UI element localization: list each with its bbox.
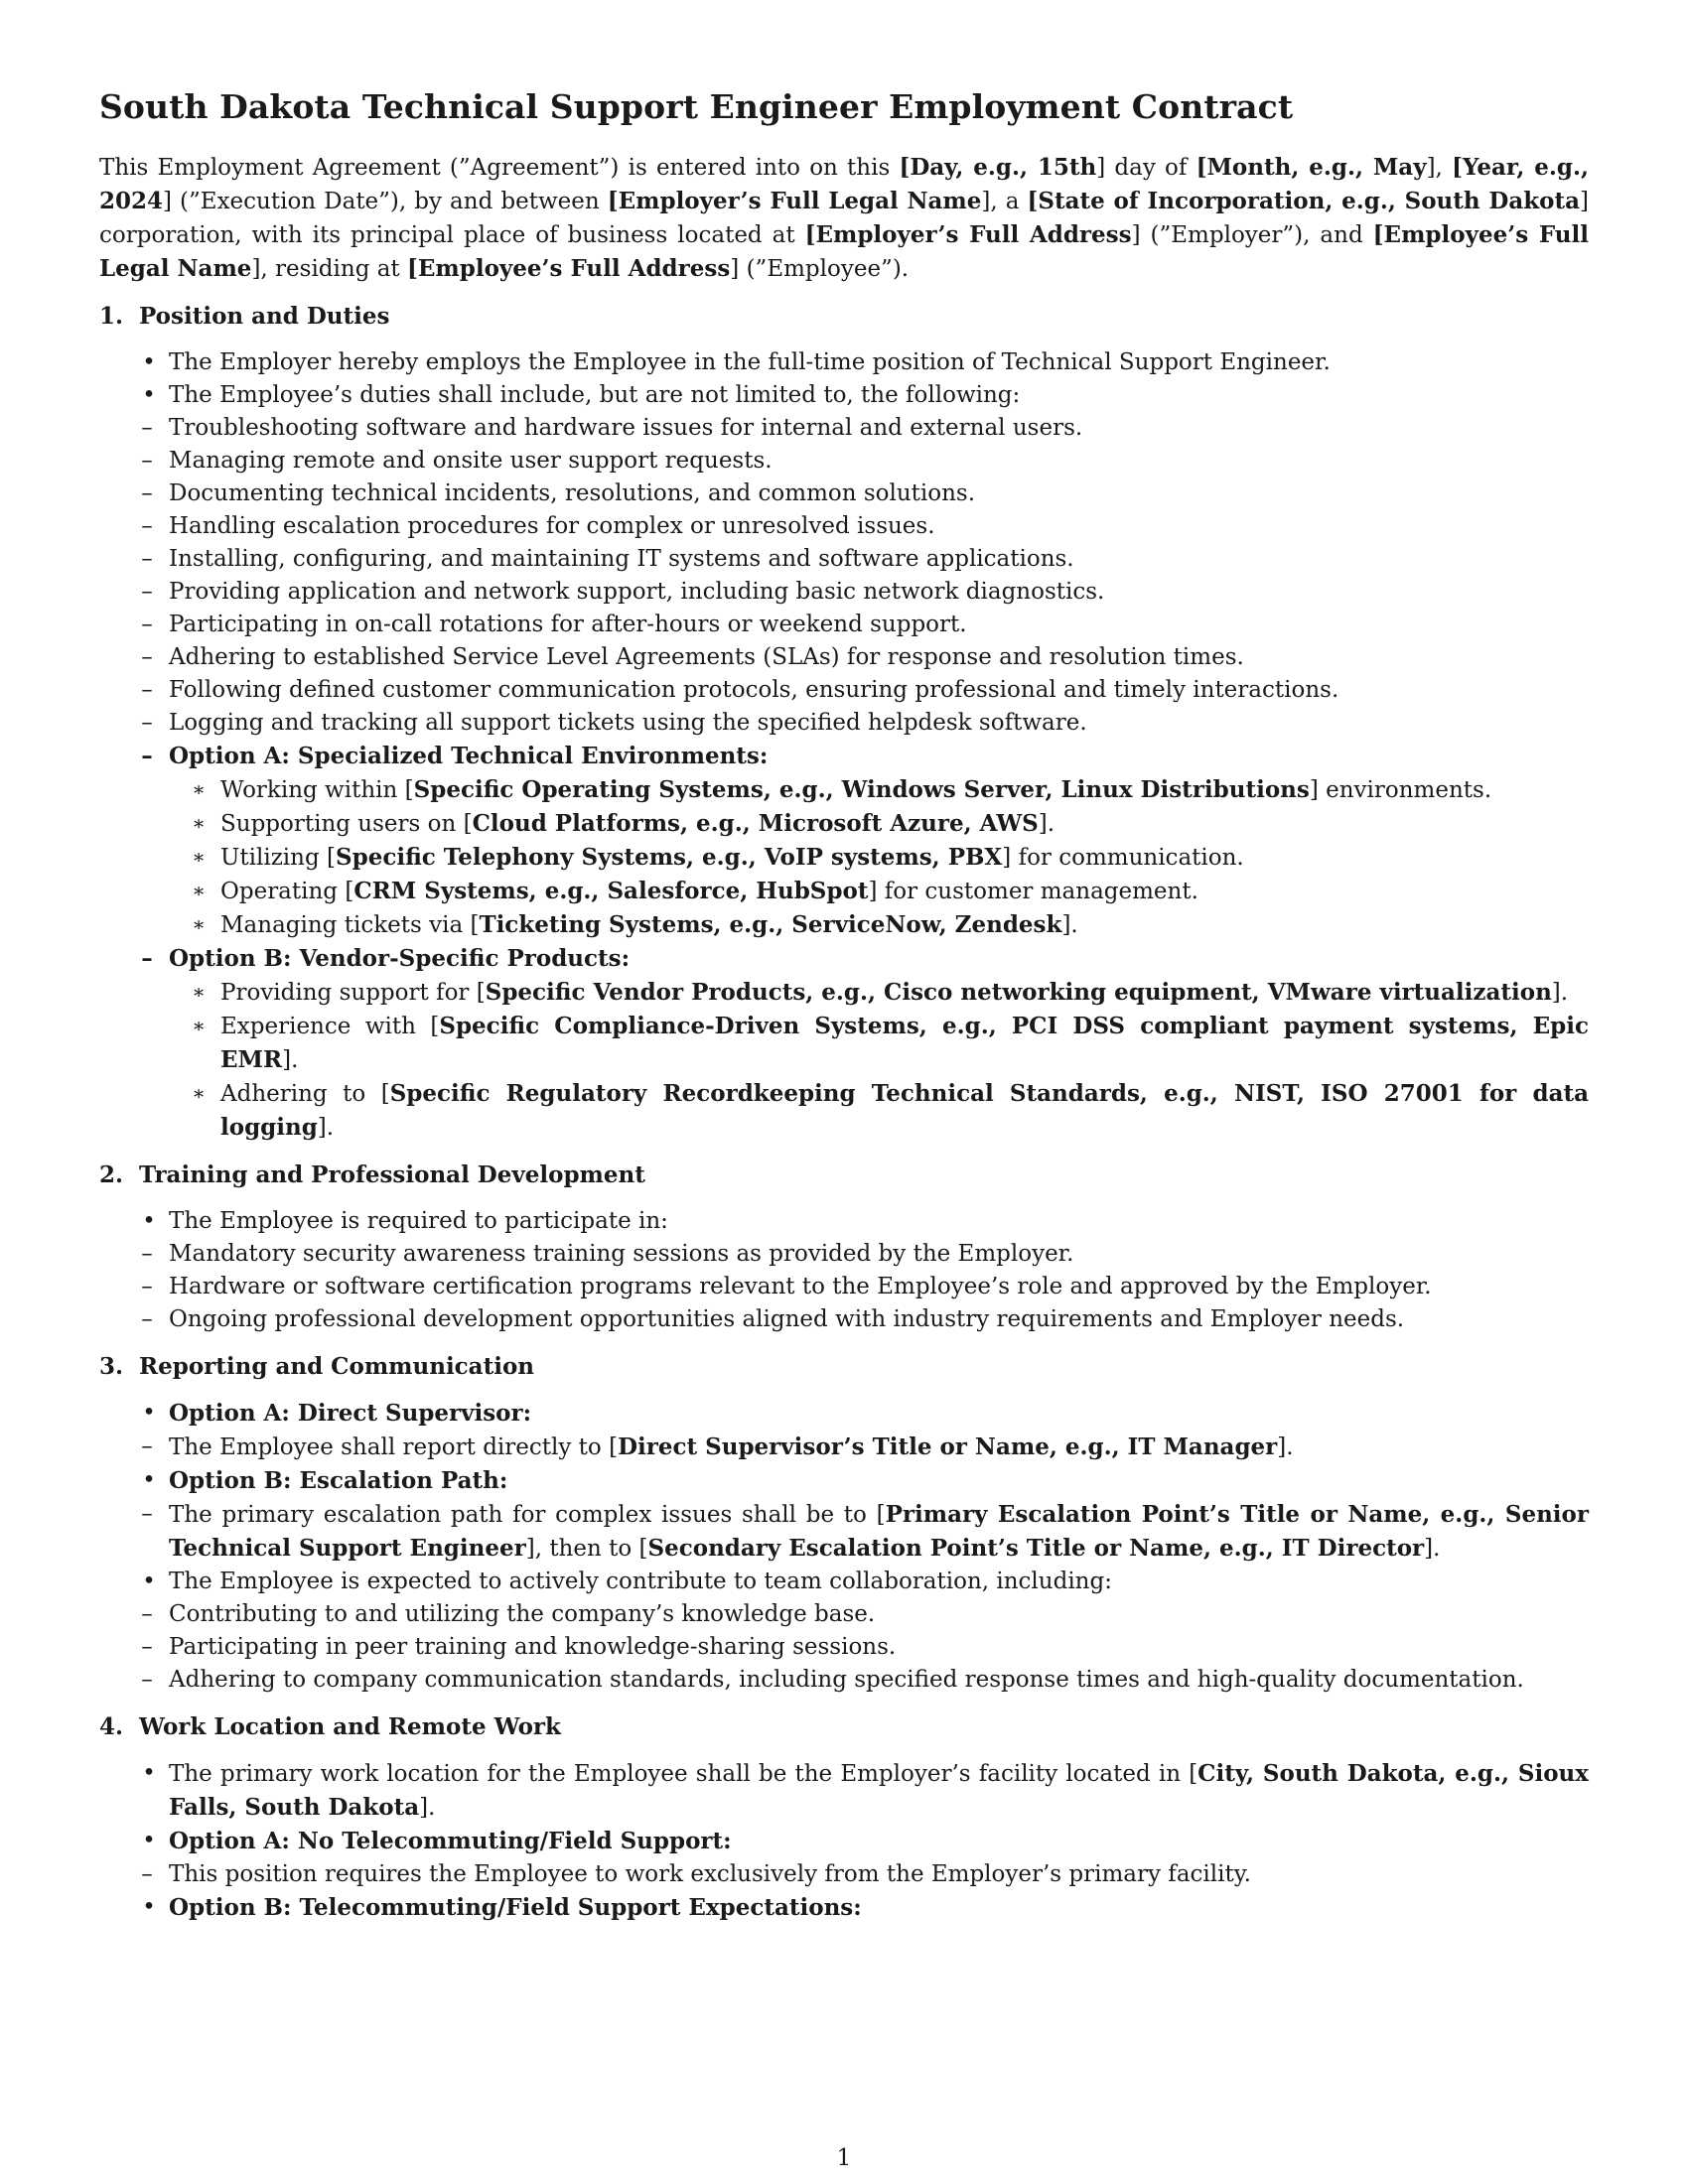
list-item [107,1858,1589,1891]
bullet-list [99,1397,1589,1697]
section-heading [99,300,1589,333]
text: ]. [1038,811,1055,837]
dash-icon: – [141,546,153,572]
text: ]. [1061,912,1078,938]
intro-text: ], [1426,155,1453,181]
section-title: Reporting and Communication [139,1353,535,1380]
dash-icon: – [141,513,153,539]
training-list [107,1238,1589,1336]
dash-icon: – [141,1861,153,1887]
text: Supporting users on [ [220,811,473,837]
placeholder: Specific Vendor Products, e.g., Cisco networking equipment, VMware virtualization [485,979,1552,1006]
placeholder: Specific Operating Systems, e.g., Windows Server, Linux Distributions [413,776,1310,803]
list-item-text: Managing remote and onsite user support requests. [169,448,773,474]
list-item-text: The Employee’s duties shall include, but are not limited to, the following: [169,382,1021,408]
option-a-item [107,740,1589,942]
bullet-icon: • [142,1760,156,1786]
list-item-text: Adhering to company communication standards, including specified response times and high-quality documentation. [169,1667,1524,1693]
dash-icon: – [141,1433,153,1459]
text: The Employee shall report directly to [ [169,1434,619,1460]
list-item-text: The Employee is expected to actively contribute to team collaboration, including: [169,1569,1112,1594]
text: Adhering to [ [220,1081,390,1107]
list-item [169,908,1589,942]
list-item-text: Providing application and network support, including basic network diagnostics. [169,579,1105,605]
asterisk-icon: ∗ [192,1081,206,1105]
document-title: South Dakota Technical Support Engineer Employment Contract [99,87,1294,126]
list-item-text: Contributing to and utilizing the company’s knowledge base. [169,1601,876,1627]
sub-list [107,1598,1589,1697]
dash-icon: – [141,1601,153,1627]
bullet-list [99,346,1589,1145]
bullet-icon: • [142,382,156,408]
list-item [107,1664,1589,1697]
list-item-text: Participating in peer training and knowledge-sharing sessions. [169,1634,897,1660]
list-item-text: Following defined customer communication protocols, ensuring professional and timely interactions. [169,677,1339,703]
list-item-text: This position requires the Employee to work exclusively from the Employer’s primary facility. [169,1861,1251,1887]
list-item [107,1431,1589,1464]
placeholder-state: [State of Incorporation, e.g., South Dakota [1027,188,1581,214]
intro-text: ], a [981,189,1028,214]
list-item [107,1238,1589,1271]
bullet-list [99,1757,1589,1925]
list-item [107,1271,1589,1303]
list-item [99,379,1589,1145]
dash-icon: – [141,1501,153,1527]
option-label: Option A: Specialized Technical Environments: [169,743,769,769]
sub-list [107,1431,1589,1464]
text: Operating [ [220,879,354,904]
duties-list [107,412,1589,1145]
dash-icon: – [141,448,153,474]
placeholder-month: [Month, e.g., May [1196,154,1427,181]
list-item-text: Installing, configuring, and maintaining IT systems and software applications. [169,546,1074,572]
section-heading [99,1710,1589,1743]
intro-text: ], residing at [251,256,407,282]
section-training [99,1159,1589,1336]
list-item [99,1825,1589,1891]
list-item-text: Adhering to established Service Level Agreements (SLAs) for response and resolution times. [169,644,1244,670]
text: ] environments. [1309,777,1492,803]
list-item [99,1464,1589,1566]
placeholder: Secondary Escalation Point’s Title or Name, e.g., IT Director [647,1535,1425,1562]
placeholder: Specific Telephony Systems, e.g., VoIP systems, PBX [336,844,1003,871]
section-heading [99,1350,1589,1383]
dash-icon: – [141,1667,153,1693]
list-item-text: Mandatory security awareness training sessions as provided by the Employer. [169,1241,1074,1267]
bullet-list [99,1205,1589,1336]
intro-text: ] corporation, with its principal place of business located at [99,189,1590,248]
text: ], then to [ [525,1536,648,1562]
page-number: 1 [836,2145,852,2171]
bullet-icon: • [142,1894,156,1920]
text: Utilizing [ [220,845,336,871]
text: ]. [317,1115,335,1141]
list-item-text: The Employee is required to participate in: [169,1208,668,1234]
section-reporting [99,1350,1589,1697]
placeholder-year: [Year, e.g., 2024 [99,154,1589,214]
text: ] for communication. [1002,845,1244,871]
placeholder: Cloud Platforms, e.g., Microsoft Azure, AWS [472,810,1039,837]
text: ]. [282,1047,299,1073]
list-item [107,543,1589,576]
list-item [107,1303,1589,1336]
dash-icon: – [141,1241,153,1267]
option-label: Option B: Escalation Path: [169,1467,508,1494]
section-number: 4. [99,1713,124,1740]
section-number: 1. [99,303,124,330]
intro-text: ] (”Employee”). [730,256,910,282]
list-item-text: Handling escalation procedures for complex or unresolved issues. [169,513,935,539]
asterisk-icon: ∗ [192,879,206,902]
list-item [107,510,1589,543]
option-b-item [107,942,1589,1145]
option-label: Option A: Direct Supervisor: [169,1400,532,1427]
intro-text: This Employment Agreement (”Agreement”) is entered into on this [99,155,900,181]
list-item-text: The Employer hereby employs the Employee in the full-time position of Technical Support Engineer. [169,349,1331,375]
placeholder: Direct Supervisor’s Title or Name, e.g., IT Manager [618,1433,1278,1460]
placeholder-employee-address: [Employee’s Full Address [407,255,731,282]
list-item [99,346,1589,379]
section-number: 3. [99,1353,124,1380]
placeholder: CRM Systems, e.g., Salesforce, HubSpot [353,878,869,904]
list-item-text: Troubleshooting software and hardware issues for internal and external users. [169,415,1083,441]
intro-text: ] (”Execution Date”), by and between [163,189,608,214]
list-item [107,641,1589,674]
sub-list [107,1858,1589,1891]
placeholder: Specific Regulatory Recordkeeping Technical Standards, e.g., NIST, ISO 27001 for data logging [220,1080,1589,1141]
placeholder: City, South Dakota, e.g., Sioux Falls, South Dakota [169,1760,1589,1821]
section-title: Training and Professional Development [139,1161,645,1188]
list-item [169,875,1589,908]
dash-icon: – [141,710,153,736]
list-item [107,707,1589,740]
text: The primary escalation path for complex issues shall be to [ [169,1502,886,1528]
list-item [107,1631,1589,1664]
list-item [169,976,1589,1010]
list-item [107,478,1589,510]
list-item [99,1757,1589,1825]
section-heading [99,1159,1589,1191]
dash-icon: – [141,579,153,605]
bullet-icon: • [142,1208,156,1234]
list-item [169,807,1589,841]
list-item-text: Logging and tracking all support tickets using the specified helpdesk software. [169,710,1087,736]
list-item [107,445,1589,478]
section-position-duties [99,300,1589,1145]
text: ] for customer management. [868,879,1198,904]
text: Experience with [ [220,1014,440,1039]
list-item [169,773,1589,807]
list-item [169,1077,1589,1145]
placeholder: Specific Compliance-Driven Systems, e.g., PCI DSS compliant payment systems, Epic EMR [220,1013,1589,1073]
list-item-text: Ongoing professional development opportunities aligned with industry requirements and Employer needs. [169,1306,1405,1332]
dash-icon: – [141,1634,153,1660]
placeholder: Primary Escalation Point’s Title or Name, e.g., Senior Technical Support Engineer [169,1501,1589,1562]
intro-text: ] day of [1096,155,1196,181]
dash-icon: – [141,480,153,506]
bullet-icon: • [142,1400,156,1426]
option-label: Option B: Vendor-Specific Products: [169,945,631,972]
bullet-icon: • [142,349,156,375]
text: Working within [ [220,777,414,803]
dash-icon: – [141,945,153,972]
dash-icon: – [141,415,153,441]
option-a-list [169,773,1589,942]
list-item [99,1397,1589,1464]
option-label: Option B: Telecommuting/Field Support Expectations: [169,1894,862,1921]
asterisk-icon: ∗ [192,845,206,869]
text: ]. [419,1795,436,1821]
list-item [107,609,1589,641]
bullet-icon: • [142,1569,156,1594]
list-item [107,1598,1589,1631]
list-item [169,1010,1589,1077]
asterisk-icon: ∗ [192,912,206,936]
asterisk-icon: ∗ [192,777,206,801]
bullet-icon: • [142,1828,156,1853]
dash-icon: – [141,677,153,703]
section-number: 2. [99,1161,124,1188]
placeholder-employer-name: [Employer’s Full Legal Name [607,188,982,214]
list-item [99,1566,1589,1697]
list-item [107,1498,1589,1566]
asterisk-icon: ∗ [192,1014,206,1037]
text: Providing support for [ [220,980,486,1006]
option-b-list [169,976,1589,1145]
document-page [99,87,1589,2162]
intro-text: ] (”Employer”), and [1131,222,1373,248]
asterisk-icon: ∗ [192,980,206,1004]
option-label: Option A: No Telecommuting/Field Support: [169,1828,732,1854]
text: Managing tickets via [ [220,912,480,938]
section-title: Position and Duties [139,303,390,330]
dash-icon: – [141,644,153,670]
dash-icon: – [141,1274,153,1299]
sub-list [107,1498,1589,1566]
placeholder: Ticketing Systems, e.g., ServiceNow, Zendesk [479,911,1062,938]
list-item [169,841,1589,875]
text: ]. [1551,980,1569,1006]
placeholder-employee-name: [Employee’s Full Legal Name [99,221,1589,282]
bullet-icon: • [142,1467,156,1493]
list-item [107,576,1589,609]
list-item [99,1891,1589,1925]
dash-icon: – [141,1306,153,1332]
placeholder-employer-address: [Employer’s Full Address [804,221,1132,248]
list-item-text: Documenting technical incidents, resolutions, and common solutions. [169,480,976,506]
section-title: Work Location and Remote Work [139,1713,561,1740]
dash-icon: – [141,612,153,637]
text: The primary work location for the Employee shall be the Employer’s facility located in [ [169,1761,1198,1787]
list-item [99,1205,1589,1336]
text: ]. [1424,1536,1441,1562]
section-work-location [99,1710,1589,1925]
list-item-text: Hardware or software certification programs relevant to the Employee’s role and approved by the Employer. [169,1274,1432,1299]
dash-icon: – [141,743,153,769]
text: ]. [1277,1434,1294,1460]
intro-paragraph [99,151,1589,286]
list-item [107,412,1589,445]
placeholder-day: [Day, e.g., 15th [899,154,1097,181]
asterisk-icon: ∗ [192,811,206,835]
list-item [107,674,1589,707]
list-item-text: Participating in on-call rotations for after-hours or weekend support. [169,612,967,637]
